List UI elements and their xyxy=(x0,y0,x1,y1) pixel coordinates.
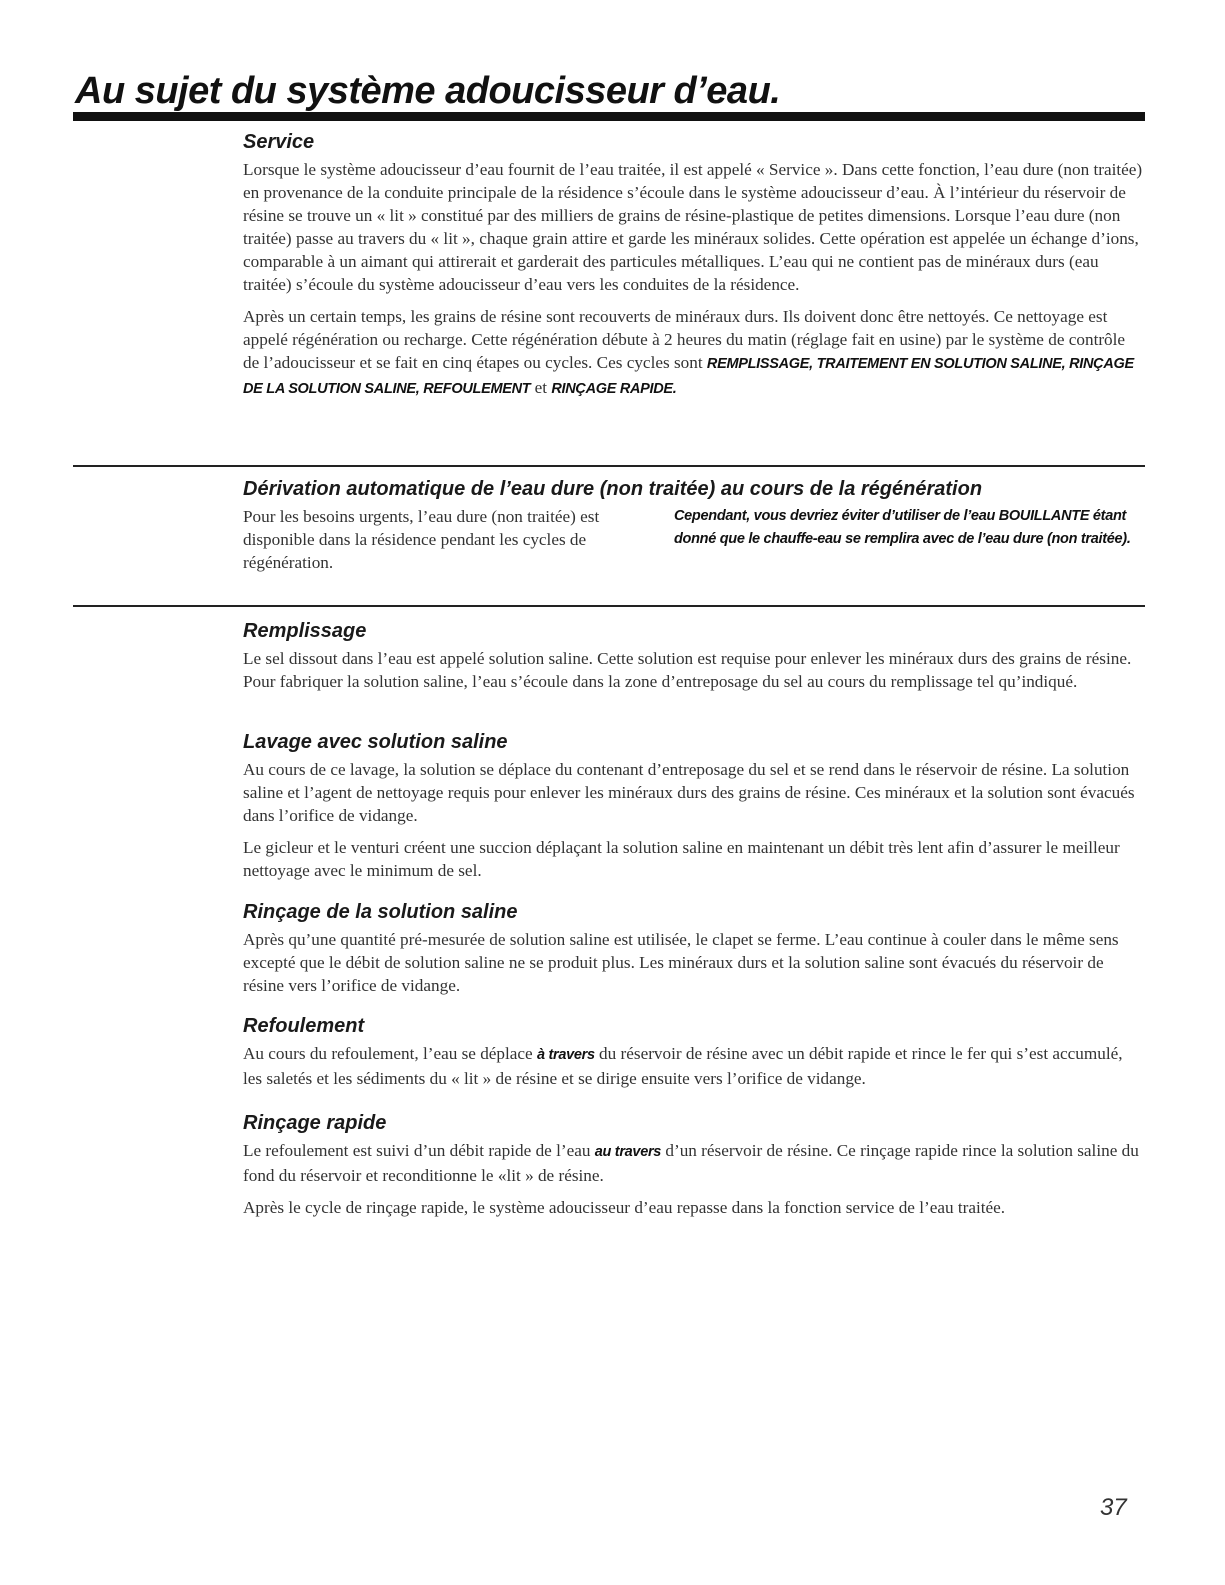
service-paragraph-2 xyxy=(243,305,1143,401)
rincage-rapide-heading: Rinçage rapide xyxy=(243,1112,387,1134)
rincage-rapide-paragraph-1 xyxy=(243,1139,1143,1187)
lavage-paragraph-1: Au cours de ce lavage, la solution se déplace du contenant d’entreposage du sel et se rend dans le réservoir de résine. La solution saline et l’agent de nettoyage requis pour enlever les minéraux durs des grains de résine. Ces minéraux et la solution sont évacués dans l’orifice de vidange. xyxy=(243,760,1135,825)
regeneration-cycles-list: REMPLISSAGE, TRAITEMENT EN SOLUTION SALINE, RINÇAGE DE LA SOLUTION SALINE, REFOULEMENT xyxy=(243,356,1134,397)
service-paragraph-2-text: Après un certain temps, les grains de résine sont recouverts de minéraux durs. Ils doivent donc être nettoyés. Ce nettoyage est appelé régénération ou recharge. Cette régénération débute à 2 heures du matin (réglage fait en usine) par le système de contrôle de l’adoucisseur et se fait en cinq étapes ou cycles. Ces cycles sont xyxy=(243,307,1126,372)
section-rincage-rapide xyxy=(243,1112,1143,1228)
title-rule xyxy=(73,112,1145,121)
section-service xyxy=(243,131,1143,410)
refoulement-text-after: du réservoir de résine avec un débit rapide et rince le fer qui s’est accumulé, les saletés et les sédiments du « lit » de résine et se dirige ensuite vers l’orifice de vidange. xyxy=(243,1044,1123,1088)
remplissage-text: Le sel dissout dans l’eau est appelé solution saline. Cette solution est requise pour enlever les minéraux durs des grains de résine. Pour fabriquer la solution saline, l’eau s’écoule dans la zone d’entreposage du sel au cours du remplissage tel qu’indiqué. xyxy=(243,649,1132,691)
service-paragraph-1: Lorsque le système adoucisseur d’eau fournit de l’eau traitée, il est appelé « Service ». Dans cette fonction, l’eau dure (non traitée) en provenance de la conduite principale de la résidence s’écoule dans le système adoucisseur d’eau. À l’intérieur du réservoir de résine se trouve un « lit » constitué par des milliers de grains de résine-plastique de petites dimensions. Lorsque l’eau dure (non traitée) passe au travers du « lit », chaque grain attire et garde les minéraux solides. Cette opération est appelée un échange d’ions, comparable à un aimant qui attirerait et garderait des particules métalliques. L’eau qui ne contient pas de minéraux durs (eau traitée) s’écoule du système adoucisseur d’eau vers les conduites de la résidence. xyxy=(243,160,1143,294)
rincage-saline-text: Après qu’une quantité pré-mesurée de solution saline est utilisée, le clapet se ferme. L’eau continue à couler dans le même sens excepté que le débit de solution saline ne se produit plus. Les minéraux durs et la solution saline sont évacués du réservoir de résine vers l’orifice de vidange. xyxy=(243,930,1119,995)
lavage-paragraph-2: Le gicleur et le venturi créent une succion déplaçant la solution saline en maintenant un débit très lent afin d’assurer le meilleur nettoyage avec le minimum de sel. xyxy=(243,838,1120,880)
refoulement-text xyxy=(243,1042,1143,1090)
section-divider-2 xyxy=(73,605,1145,607)
refoulement-text-before: Au cours du refoulement, l’eau se déplace xyxy=(243,1044,537,1063)
bypass-left-text: Pour les besoins urgents, l’eau dure (non traitée) est disponible dans la résidence pendant les cycles de régénération. xyxy=(243,507,600,572)
lavage-heading: Lavage avec solution saline xyxy=(243,731,508,753)
section-remplissage xyxy=(243,620,1143,702)
page-number: 37 xyxy=(1100,1494,1127,1521)
rincage-saline-heading: Rinçage de la solution saline xyxy=(243,901,518,923)
service-et: et xyxy=(530,378,552,397)
rincage-rapide-after: d’un réservoir de résine. Ce rinçage rapide rince la solution saline du fond du réservoir et reconditionne le «lit » de résine. xyxy=(243,1141,1139,1185)
page-title: Au sujet du système adoucisseur d’eau. xyxy=(75,70,781,112)
refoulement-heading: Refoulement xyxy=(243,1015,365,1037)
rincage-rapide-paragraph-2: Après le cycle de rinçage rapide, le système adoucisseur d’eau repasse dans la fonction service de l’eau traitée. xyxy=(243,1198,1006,1217)
refoulement-emphasis: à travers xyxy=(536,1047,595,1063)
remplissage-heading: Remplissage xyxy=(243,620,367,642)
rincage-rapide-before: Le refoulement est suivi d’un débit rapide de l’eau xyxy=(243,1141,595,1160)
section-divider-1 xyxy=(73,465,1145,467)
bypass-warning-text: Cependant, vous devriez éviter d’utiliser de l’eau BOUILLANTE étant donné que le chauffe-eau se remplira avec de l’eau dure (non traitée). xyxy=(674,508,1131,547)
rincage-rapide-emphasis: au travers xyxy=(594,1144,662,1160)
section-refoulement xyxy=(243,1015,1143,1099)
service-heading: Service xyxy=(243,131,315,153)
section-rincage-saline xyxy=(243,901,1143,1006)
regeneration-cycle-last: RINÇAGE RAPIDE. xyxy=(551,381,677,397)
section-lavage xyxy=(243,731,1143,891)
bypass-heading: Dérivation automatique de l’eau dure (non traitée) au cours de la régénération xyxy=(243,478,983,500)
section-bypass xyxy=(243,478,1143,583)
